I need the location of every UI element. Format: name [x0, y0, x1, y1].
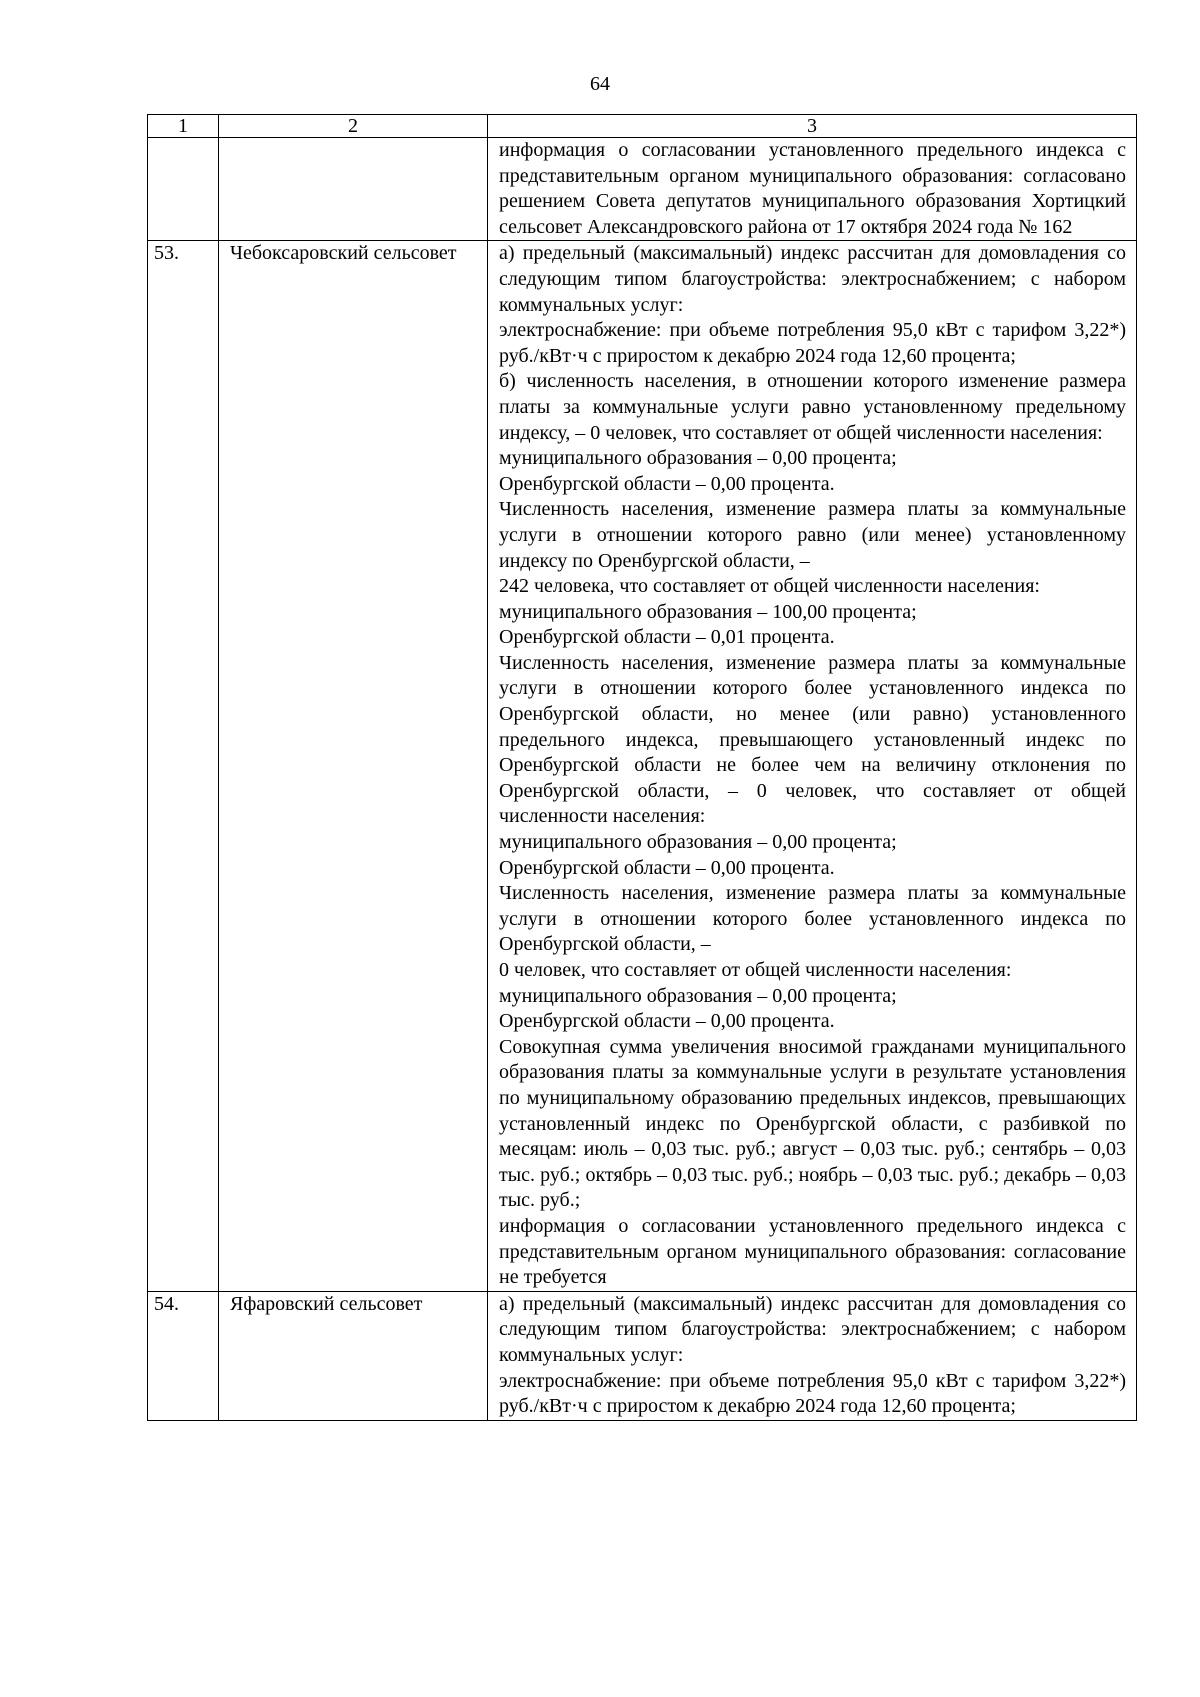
paragraph: информация о согласовании установленного предельного индекса с представительным органом муниципального образования: согласовано решением Совета депутатов муниципального образования Хортицкий сельсовет Александровского района от 17 октября 2024 года № 162 [499, 139, 1126, 238]
paragraph: муниципального образования – 0,00 процента; [499, 984, 897, 1007]
paragraph: Численность населения, изменение размера платы за коммунальные услуги в отношении которого более установленного индекса по Оренбургской области, – [499, 882, 1126, 956]
paragraph: Оренбургской области – 0,01 процента. [499, 626, 835, 649]
paragraph: муниципального образования – 0,00 процента; [499, 447, 897, 470]
page-number: 64 [590, 73, 610, 95]
header-cell: 3 [488, 115, 1137, 138]
header-cell: 1 [148, 115, 219, 138]
table-row [148, 1291, 1137, 1420]
table-row [148, 138, 1137, 241]
row-name: Чебоксаровский сельсовет [219, 241, 488, 1291]
row-name: Яфаровский сельсовет [219, 1291, 488, 1420]
row-description [488, 1291, 1137, 1420]
paragraph: Оренбургской области – 0,00 процента. [499, 472, 835, 495]
row-number: 54. [148, 1291, 219, 1420]
paragraph: а) предельный (максимальный) индекс рассчитан для домовладения со следующим типом благоустройства: электроснабжением; с набором коммунальных услуг: [499, 1292, 1126, 1366]
paragraph: Численность населения, изменение размера платы за коммунальные услуги в отношении которого равно (или менее) установленному индексу по Оренбургской области, – [499, 498, 1126, 572]
paragraph: электроснабжение: при объеме потребления 95,0 кВт с тарифом 3,22*) руб./кВт·ч с приростом к декабрю 2024 года 12,60 процента; [499, 1369, 1126, 1418]
row-description [488, 138, 1137, 241]
document-table [147, 114, 1137, 1421]
paragraph: муниципального образования – 0,00 процента; [499, 831, 897, 854]
paragraph: Численность населения, изменение размера платы за коммунальные услуги в отношении которого более установленного индекса по Оренбургской области, но менее (или равно) установленного предельного индекса, превышающего установленный индекс по Оренбургской области не более чем на величину отклонения по Оренбургской области, – 0 человек, что составляет от общей численности населения: [499, 651, 1126, 828]
row-number [148, 138, 219, 241]
paragraph: Оренбургской области – 0,00 процента. [499, 1010, 835, 1033]
paragraph: Совокупная сумма увеличения вносимой гражданами муниципального образования платы за коммунальные услуги в результате установления по муниципальному образованию предельных индексов, превышающих установленный индекс по Оренбургской области, с разбивкой по месяцам: июль – 0,03 тыс. руб.; август – 0,03 тыс. руб.; сентябрь – 0,03 тыс. руб.; октябрь – 0,03 тыс. руб.; ноябрь – 0,03 тыс. руб.; декабрь – 0,03 тыс. руб.; [499, 1035, 1126, 1212]
paragraph: электроснабжение: при объеме потребления 95,0 кВт с тарифом 3,22*) руб./кВт·ч с приростом к декабрю 2024 года 12,60 процента; [499, 319, 1126, 367]
paragraph: муниципального образования – 100,00 процента; [499, 600, 917, 623]
paragraph: Оренбургской области – 0,00 процента. [499, 856, 835, 879]
paragraph: а) предельный (максимальный) индекс рассчитан для домовладения со следующим типом благоустройства: электроснабжением; с набором коммунальных услуг: [499, 242, 1126, 316]
table-row [148, 241, 1137, 1291]
paragraph: 242 человека, что составляет от общей численности населения: [499, 575, 1040, 598]
row-number: 53. [148, 241, 219, 1291]
row-name [219, 138, 488, 241]
header-cell: 2 [219, 115, 488, 138]
paragraph: информация о согласовании установленного предельного индекса с представительным органом муниципального образования: согласование не требуется [499, 1214, 1126, 1289]
paragraph: 0 человек, что составляет от общей численности населения: [499, 959, 1012, 981]
row-description [488, 241, 1137, 1291]
table-header-row [148, 115, 1137, 138]
paragraph: б) численность населения, в отношении которого изменение размера платы за коммунальные услуги равно установленному предельному индексу, – 0 человек, что составляет от общей численности населения: [499, 370, 1126, 444]
